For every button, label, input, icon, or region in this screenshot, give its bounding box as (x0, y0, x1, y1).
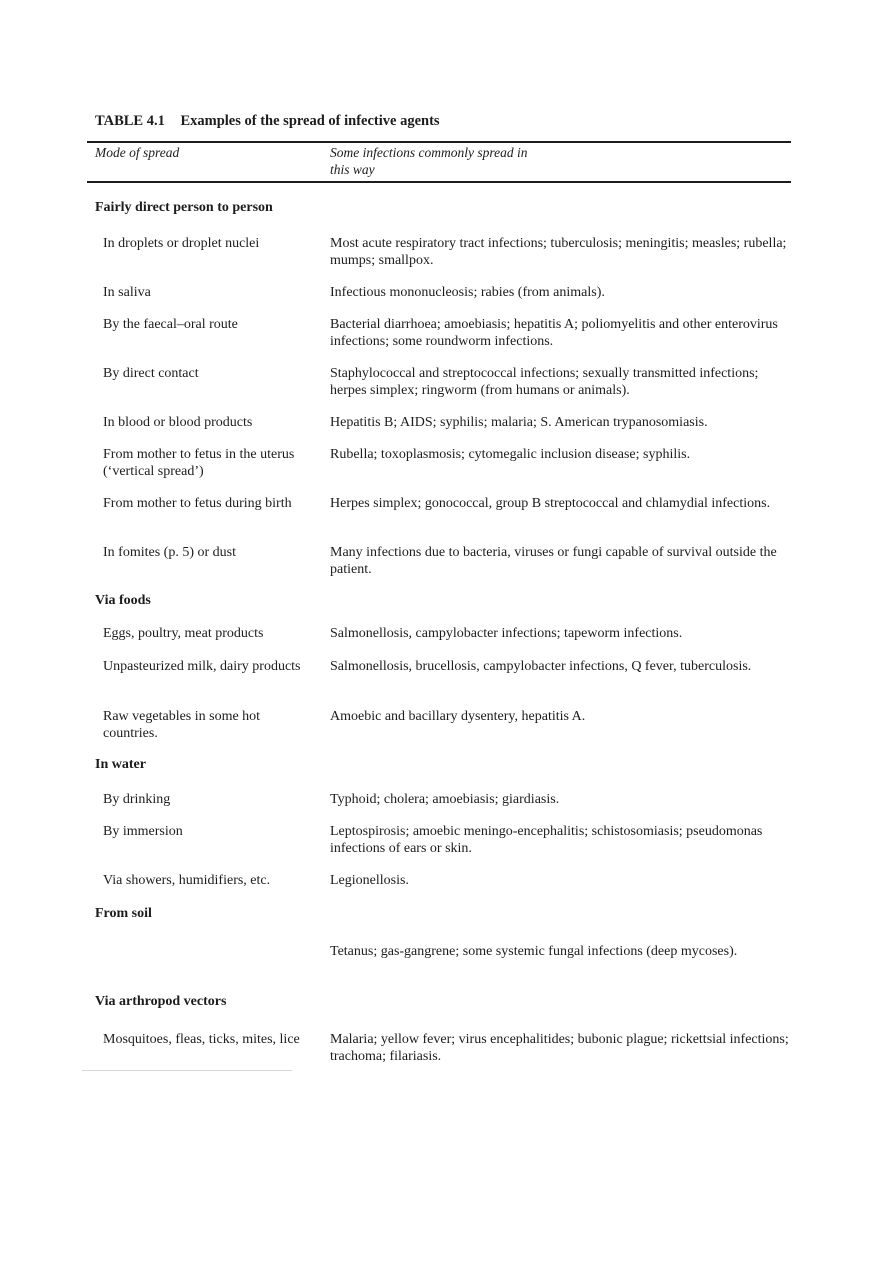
mode-cell: By the faecal–oral route (103, 317, 238, 332)
mode-cell: Eggs, poultry, meat products (103, 626, 264, 641)
infections-cell: Typhoid; cholera; amoebiasis; giardiasis. (330, 792, 560, 807)
column-header-mode: Mode of spread (95, 145, 180, 160)
table-header-rule (87, 181, 791, 183)
section-heading: Fairly direct person to person (95, 200, 273, 215)
section-heading: From soil (95, 906, 152, 921)
infections-cell: Malaria; yellow fever; virus encephalitides; bubonic plague; rickettsial infections; trachoma; filariasis. (330, 1032, 789, 1064)
infections-cell: Tetanus; gas-gangrene; some systemic fungal infections (deep mycoses). (330, 944, 738, 959)
section-heading: Via foods (95, 593, 151, 608)
mode-cell: Unpasteurized milk, dairy products (103, 659, 301, 674)
mode-cell: In saliva (103, 285, 151, 300)
mode-cell: In blood or blood products (103, 415, 253, 430)
column-header-infections: Some infections commonly spread in this way (330, 145, 528, 177)
infections-cell: Herpes simplex; gonococcal, group B streptococcal and chlamydial infections. (330, 496, 771, 511)
infections-cell: Salmonellosis, brucellosis, campylobacter infections, Q fever, tuberculosis. (330, 659, 752, 674)
infections-cell: Rubella; toxoplasmosis; cytomegalic inclusion disease; syphilis. (330, 447, 691, 462)
scan-edge-line (82, 1070, 292, 1071)
table-caption (95, 113, 440, 130)
infections-cell: Most acute respiratory tract infections; tuberculosis; meningitis; measles; rubella; mumps; smallpox. (330, 236, 787, 268)
mode-cell: In fomites (p. 5) or dust (103, 545, 236, 560)
infections-cell: Bacterial diarrhoea; amoebiasis; hepatitis A; poliomyelitis and other enterovirus infections; some roundworm infections. (330, 317, 778, 349)
table-title: Examples of the spread of infective agents (180, 113, 440, 129)
infections-cell: Salmonellosis, campylobacter infections; tapeworm infections. (330, 626, 683, 641)
infections-cell: Staphylococcal and streptococcal infections; sexually transmitted infections; herpes simplex; ringworm (from humans or animals). (330, 366, 759, 398)
mode-cell: From mother to fetus during birth (103, 496, 292, 511)
mode-cell: By drinking (103, 792, 171, 807)
mode-cell: In droplets or droplet nuclei (103, 236, 260, 251)
mode-cell: Via showers, humidifiers, etc. (103, 873, 271, 888)
table-number: TABLE 4.1 (95, 113, 165, 129)
infections-cell: Leptospirosis; amoebic meningo-encephalitis; schistosomiasis; pseudomonas infections of ears or skin. (330, 824, 763, 856)
section-heading: In water (95, 757, 146, 772)
mode-cell: By direct contact (103, 366, 199, 381)
mode-cell: Mosquitoes, fleas, ticks, mites, lice (103, 1032, 300, 1047)
section-heading: Via arthropod vectors (95, 994, 227, 1009)
mode-cell: Raw vegetables in some hot countries. (103, 709, 261, 741)
infections-cell: Hepatitis B; AIDS; syphilis; malaria; S. American trypanosomiasis. (330, 415, 708, 430)
mode-cell: By immersion (103, 824, 183, 839)
table-top-rule (87, 141, 791, 143)
infections-cell: Legionellosis. (330, 873, 409, 888)
infections-cell: Many infections due to bacteria, viruses or fungi capable of survival outside the patient. (330, 545, 777, 577)
infections-cell: Amoebic and bacillary dysentery, hepatitis A. (330, 709, 586, 724)
mode-cell: From mother to fetus in the uterus (‘vertical spread’) (103, 447, 295, 479)
infections-cell: Infectious mononucleosis; rabies (from animals). (330, 285, 605, 300)
